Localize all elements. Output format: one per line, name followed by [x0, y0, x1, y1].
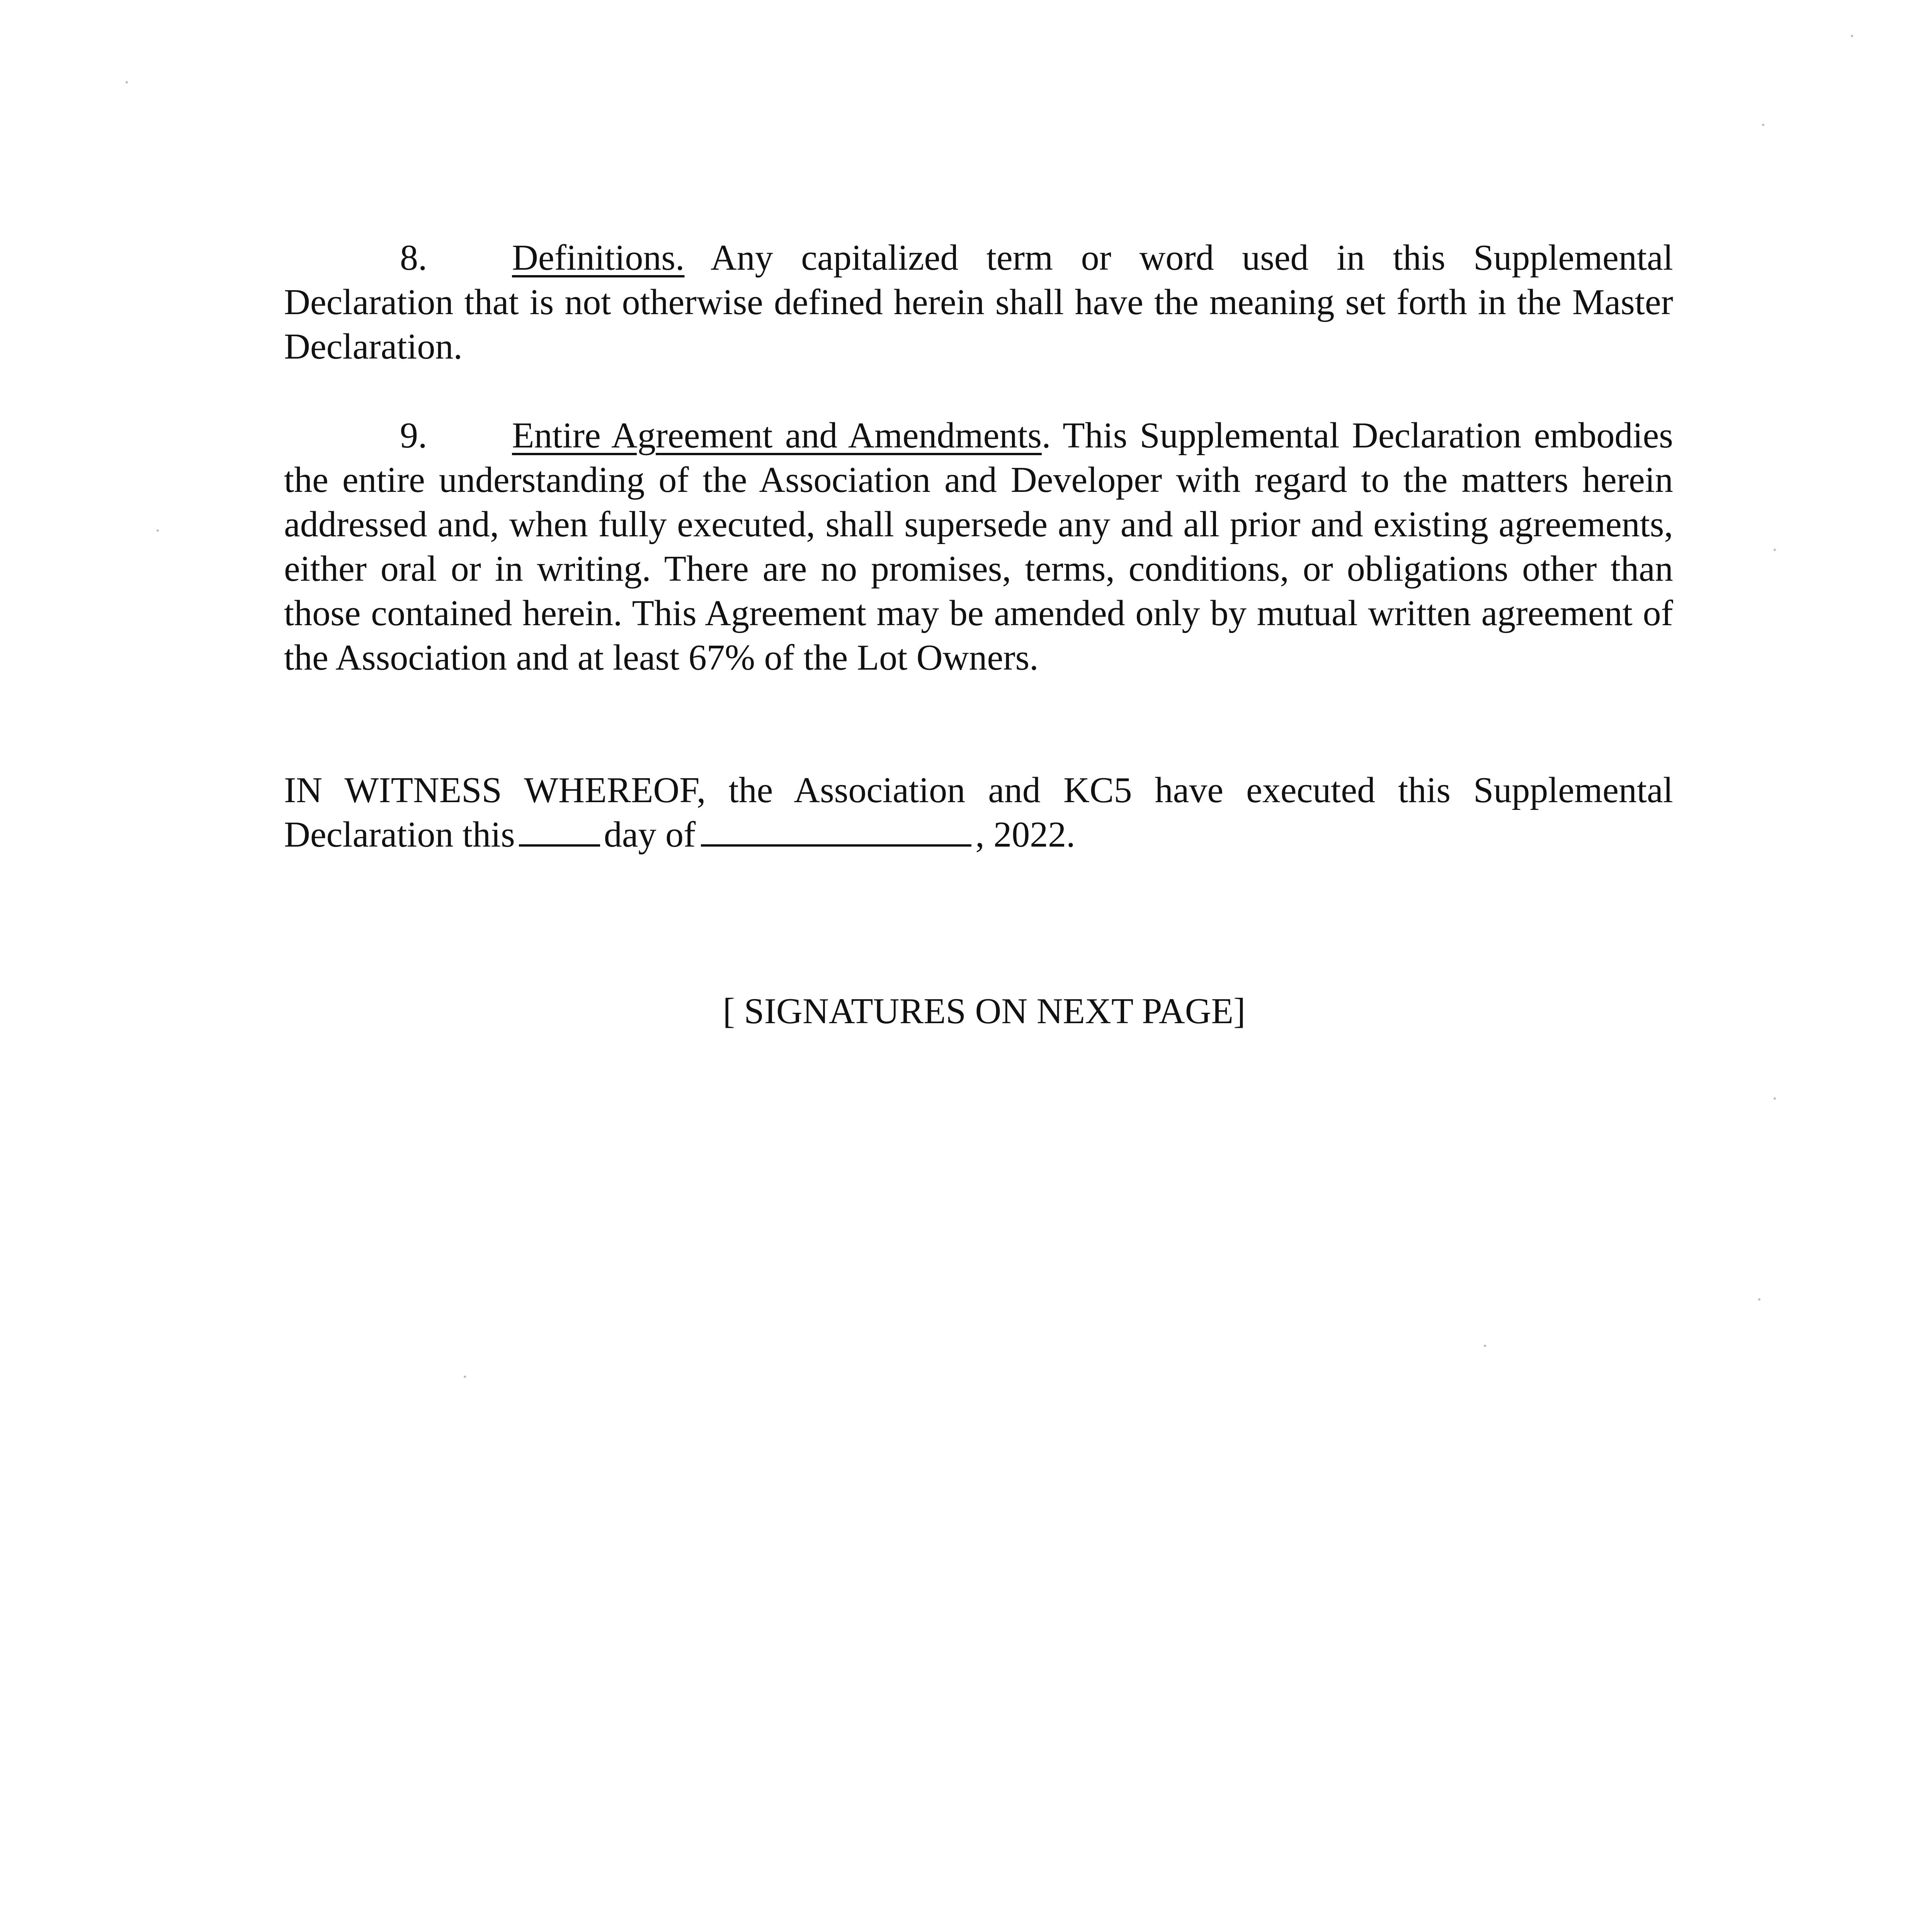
witness-text-1: IN WITNESS WHEREOF, the Association and KC5 have executed this Supplemental Declaration this [284, 770, 1673, 855]
section-9-paragraph [284, 413, 1673, 680]
section-9-heading: Entire Agreement and Amendments [512, 415, 1042, 456]
scan-speck [126, 81, 128, 83]
scan-speck [1484, 1345, 1486, 1347]
month-blank [701, 817, 971, 847]
scan-speck [156, 529, 159, 532]
section-8-text: Any capitalized term or word used in this Supplemental Declaration that is not otherwise defined herein shall have the meaning set forth in the Master Declaration. [284, 238, 1673, 367]
signatures-note: [ SIGNATURES ON NEXT PAGE] [723, 991, 1246, 1031]
section-8-number: 8. [400, 238, 427, 278]
scan-speck [1762, 124, 1764, 126]
scan-speck [1774, 1097, 1776, 1100]
section-9-number: 9. [400, 415, 427, 456]
section-8-paragraph [284, 236, 1673, 369]
scan-speck [1774, 549, 1776, 551]
scan-speck [1851, 35, 1853, 37]
section-9-text: . This Supplemental Declaration embodies the entire understanding of the Association and Developer with regard to the matters herein addressed and, when fully executed, shall supersede any and all prior and existing agreements, either oral or in writing. There are no promises, terms, conditions, or obligations other than those contained herein. This Agreement may be amended only by mutual written agreement of the Association and at least 67% of the Lot Owners. [284, 415, 1673, 678]
section-8-heading: Definitions. [512, 238, 685, 278]
witness-clause [284, 768, 1673, 857]
witness-text-3: , 2022. [975, 815, 1075, 855]
day-blank [519, 817, 600, 847]
scan-speck [1758, 1298, 1760, 1301]
scan-speck [464, 1376, 466, 1378]
witness-text-2: day of [604, 815, 696, 855]
